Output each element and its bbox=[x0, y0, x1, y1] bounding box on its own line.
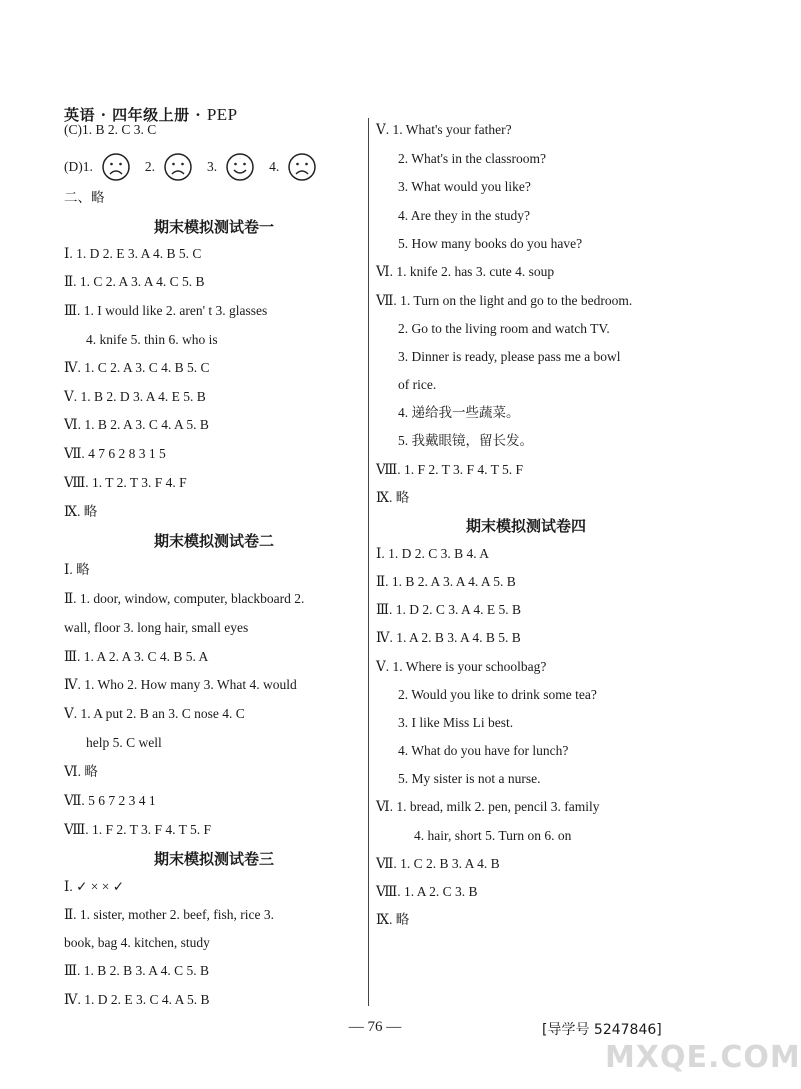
guide-code: [导学号 5247846] bbox=[542, 1022, 662, 1038]
answer-line: (C)1. B 2. C 3. C bbox=[64, 122, 157, 137]
face-label-4: 4. bbox=[269, 159, 280, 174]
watermark-logo: MXQE.COM bbox=[605, 1040, 801, 1075]
answer-line: Ⅲ. 1. A 2. A 3. C 4. B 5. A bbox=[64, 649, 209, 664]
answer-line: Ⅸ. 略 bbox=[376, 912, 410, 927]
answer-line: 4. hair, short 5. Turn on 6. on bbox=[414, 828, 572, 843]
answer-line: 4. What do you have for lunch? bbox=[398, 743, 569, 758]
answer-line: Ⅷ. 1. F 2. T 3. F 4. T 5. F bbox=[376, 462, 524, 477]
answer-line: Ⅰ. 1. D 2. E 3. A 4. B 5. C bbox=[64, 246, 202, 261]
answer-line: Ⅲ. 1. D 2. C 3. A 4. E 5. B bbox=[376, 602, 522, 617]
answer-line: Ⅳ. 1. D 2. E 3. C 4. A 5. B bbox=[64, 992, 210, 1007]
face-label-1: (D)1. bbox=[64, 159, 93, 174]
answer-line: Ⅱ. 1. sister, mother 2. beef, fish, rice 3. bbox=[64, 907, 274, 922]
answer-line: help 5. C well bbox=[86, 735, 162, 750]
answer-line: Ⅴ. 1. What's your father? bbox=[376, 122, 512, 137]
answer-line: 4. Are they in the study? bbox=[398, 208, 530, 223]
face-label-2: 2. bbox=[144, 159, 155, 174]
answer-line: 5. My sister is not a nurse. bbox=[398, 771, 541, 786]
answer-line: Ⅲ. 1. B 2. B 3. A 4. C 5. B bbox=[64, 963, 210, 978]
answer-line: Ⅶ. 1. Turn on the light and go to the bedroom. bbox=[376, 293, 633, 308]
section-title: 期末模拟测试卷三 bbox=[153, 850, 274, 868]
answer-line: Ⅳ. 1. Who 2. How many 3. What 4. would bbox=[64, 677, 297, 692]
answer-line: Ⅳ. 1. C 2. A 3. C 4. B 5. C bbox=[64, 360, 210, 375]
answer-line: Ⅷ. 1. T 2. T 3. F 4. F bbox=[64, 475, 187, 490]
answer-line: Ⅰ. 1. D 2. C 3. B 4. A bbox=[376, 546, 489, 561]
answer-line: Ⅵ. 1. bread, milk 2. pen, pencil 3. family bbox=[376, 799, 600, 814]
answer-line: Ⅵ. 1. B 2. A 3. C 4. A 5. B bbox=[64, 417, 209, 432]
sad-face-icon bbox=[163, 152, 193, 182]
answer-line: Ⅴ. 1. B 2. D 3. A 4. E 5. B bbox=[64, 389, 206, 404]
header-edition: PEP bbox=[206, 105, 238, 124]
answer-line: 4. knife 5. thin 6. who is bbox=[86, 332, 218, 347]
answer-line: Ⅷ. 1. A 2. C 3. B bbox=[376, 884, 478, 899]
answer-line: Ⅸ. 略 bbox=[64, 504, 98, 519]
answer-line: 5. How many books do you have? bbox=[398, 236, 583, 251]
answer-line: Ⅰ. 略 bbox=[64, 562, 90, 577]
answer-line: Ⅱ. 1. door, window, computer, blackboard 2. bbox=[64, 591, 305, 606]
answer-line: Ⅱ. 1. B 2. A 3. A 4. A 5. B bbox=[376, 574, 516, 589]
answer-line: Ⅱ. 1. C 2. A 3. A 4. C 5. B bbox=[64, 274, 205, 289]
answer-line: Ⅶ. 4 7 6 2 8 3 1 5 bbox=[64, 446, 166, 461]
face-answers bbox=[64, 150, 331, 184]
happy-face-icon bbox=[225, 152, 255, 182]
answer-line: Ⅵ. 略 bbox=[64, 764, 98, 779]
answer-line: 二、略 bbox=[64, 190, 105, 205]
answer-line: 2. Go to the living room and watch TV. bbox=[398, 321, 610, 336]
header-title: 英语 · 四年级上册 · bbox=[64, 106, 207, 124]
answer-line: 5. 我戴眼镜，留长发。 bbox=[398, 433, 533, 448]
answer-line: 4. 递给我一些蔬菜。 bbox=[398, 405, 520, 420]
answer-line: 3. What would you like? bbox=[398, 179, 531, 194]
answer-line: 3. Dinner is ready, please pass me a bowl bbox=[398, 349, 621, 364]
face-label-3: 3. bbox=[207, 159, 218, 174]
section-title: 期末模拟测试卷四 bbox=[465, 517, 586, 535]
section-title: 期末模拟测试卷二 bbox=[153, 532, 274, 550]
answer-line: Ⅰ. ✓ × × ✓ bbox=[64, 879, 125, 894]
answer-line: Ⅷ. 1. F 2. T 3. F 4. T 5. F bbox=[64, 822, 212, 837]
section-title: 期末模拟测试卷一 bbox=[153, 218, 274, 236]
sad-face-icon bbox=[287, 152, 317, 182]
answer-line: wall, floor 3. long hair, small eyes bbox=[64, 620, 249, 635]
answer-line: Ⅴ. 1. A put 2. B an 3. C nose 4. C bbox=[64, 706, 245, 721]
answer-line: Ⅸ. 略 bbox=[376, 490, 410, 505]
answer-line: Ⅶ. 1. C 2. B 3. A 4. B bbox=[376, 856, 500, 871]
sad-face-icon bbox=[101, 152, 131, 182]
answer-line: Ⅲ. 1. I would like 2. aren' t 3. glasses bbox=[64, 303, 268, 318]
answer-line: Ⅵ. 1. knife 2. has 3. cute 4. soup bbox=[376, 264, 555, 279]
answer-line: 2. What's in the classroom? bbox=[398, 151, 547, 166]
answer-line: Ⅳ. 1. A 2. B 3. A 4. B 5. B bbox=[376, 630, 521, 645]
column-divider bbox=[368, 118, 369, 1006]
answer-line: Ⅴ. 1. Where is your schoolbag? bbox=[376, 659, 547, 674]
answer-line: 3. I like Miss Li best. bbox=[398, 715, 514, 730]
answer-line: Ⅶ. 5 6 7 2 3 4 1 bbox=[64, 793, 156, 808]
page-number: — 76 — bbox=[348, 1019, 402, 1035]
answer-line: 2. Would you like to drink some tea? bbox=[398, 687, 597, 702]
answer-line: of rice. bbox=[398, 377, 437, 392]
answer-line: book, bag 4. kitchen, study bbox=[64, 935, 210, 950]
